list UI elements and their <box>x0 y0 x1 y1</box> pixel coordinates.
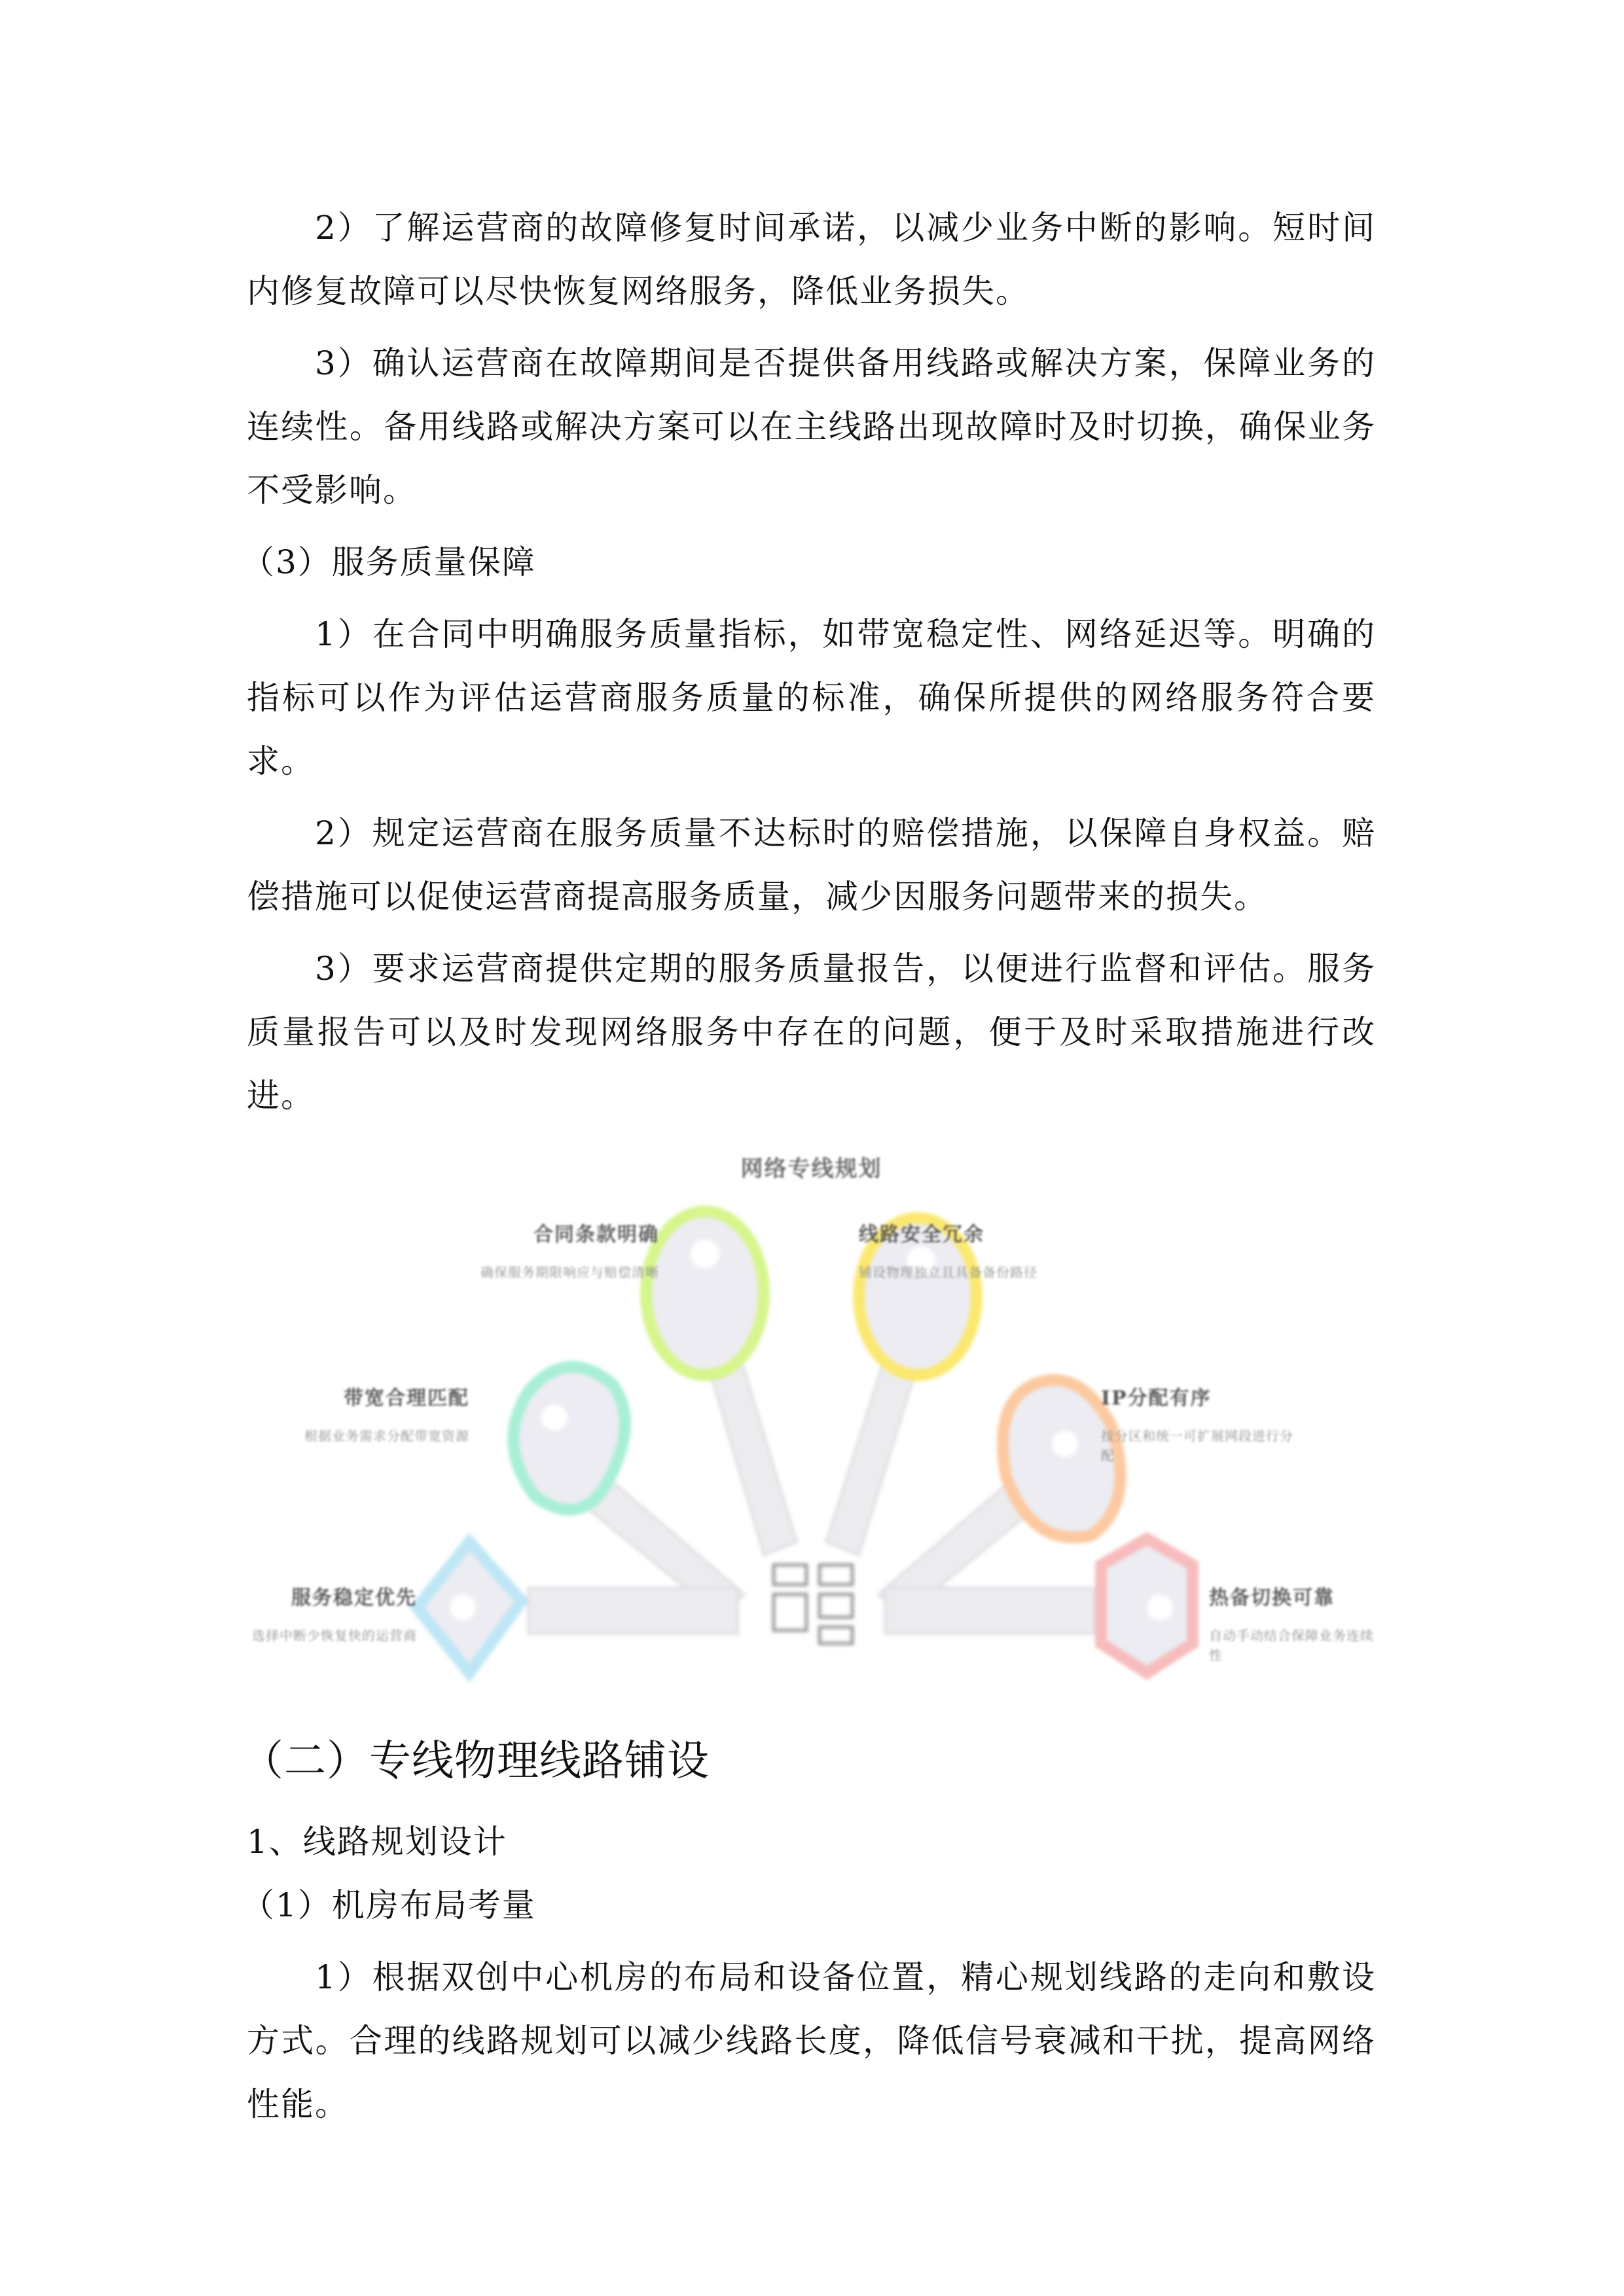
section-heading: 1、线路规划设计 <box>247 1823 507 1861</box>
paragraph: 1）根据双创中心机房的布局和设备位置，精心规划线路的走向和敷设方式。合理的线路规划可以减少线路长度，降低信号衰减和干扰，提高网络性能。 <box>247 1958 1376 2123</box>
diagram-item-stability <box>221 1581 417 1645</box>
key-head-green <box>646 1211 764 1375</box>
subsection-heading: （1）机房布局考量 <box>242 1886 536 1924</box>
item-caption: 自动手动结合保障业务连续性 <box>1209 1628 1374 1663</box>
diagram-item-contract <box>463 1218 659 1282</box>
diagram-item-ip <box>1101 1382 1297 1465</box>
item-title: 服务稳定优先 <box>291 1587 417 1609</box>
diagram-item-redundancy <box>859 1218 1055 1282</box>
paragraph: 3）要求运营商提供定期的服务质量报告，以便进行监督和评估。服务质量报告可以及时发现网络服务中存在的问题，便于及时采取措施进行改进。 <box>247 950 1376 1115</box>
network-line-planning-diagram <box>247 1136 1376 1699</box>
item-caption: 铺设物理独立且具备备份路径 <box>859 1265 1038 1280</box>
diagram-item-bandwidth <box>273 1382 469 1446</box>
item-caption: 按分区和统一可扩展网段进行分配 <box>1101 1428 1293 1463</box>
paragraph: 2）规定运营商在服务质量不达标时的赔偿措施，以保障自身权益。赔偿措施可以促使运营商提高服务质量，减少因服务问题带来的损失。 <box>247 814 1376 916</box>
network-devices-icon <box>774 1565 852 1643</box>
section-heading: （3）服务质量保障 <box>242 543 536 581</box>
item-caption: 选择中断少恢复快的运营商 <box>252 1628 417 1643</box>
key-shaft-bottom-right <box>885 1588 1094 1634</box>
item-caption: 确保服务期限响应与赔偿清晰 <box>480 1265 659 1280</box>
key-head-mint <box>513 1367 625 1510</box>
chapter-heading: （二）专线物理线路铺设 <box>242 1737 710 1785</box>
item-title: 带宽合理匹配 <box>344 1387 469 1410</box>
document-page <box>242 196 1376 2145</box>
item-title: 合同条款明确 <box>533 1223 659 1246</box>
diagram-title: 网络专线规划 <box>740 1156 882 1182</box>
key-shaft-bottom-left <box>528 1588 738 1634</box>
item-caption: 根据业务需求分配带宽资源 <box>304 1428 469 1444</box>
paragraph: 3）确认运营商在故障期间是否提供备用线路或解决方案，保障业务的连续性。备用线路或解决方案可以在主线路出现故障时及时切换，确保业务不受影响。 <box>247 344 1376 509</box>
diagram-item-failover <box>1209 1581 1386 1665</box>
item-title: IP分配有序 <box>1101 1387 1212 1410</box>
paragraph: 2）了解运营商的故障修复时间承诺，以减少业务中断的影响。短时间内修复故障可以尽快恢复网络服务，降低业务损失。 <box>247 209 1376 310</box>
item-title: 线路安全冗余 <box>859 1223 984 1246</box>
paragraph: 1）在合同中明确服务质量指标，如带宽稳定性、网络延迟等。明确的指标可以作为评估运营商服务质量的标准，确保所提供的网络服务符合要求。 <box>247 615 1376 780</box>
item-title: 热备切换可靠 <box>1209 1587 1335 1609</box>
key-head-pink <box>1101 1539 1193 1673</box>
